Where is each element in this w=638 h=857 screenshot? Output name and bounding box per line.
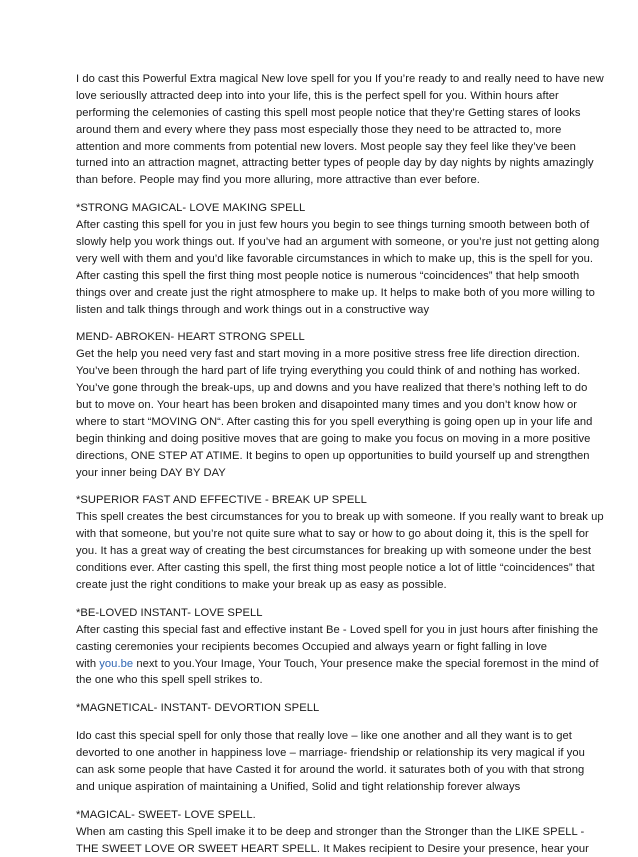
text-line: Ido cast this special spell for only those that really love – like one another and all they want is to get [76, 730, 572, 743]
text-line: you. It has a great way of creating the best circumstances for breaking up with someone under the best [76, 545, 592, 558]
text-line: conditions ever. After casting this spell, the first thing most people notice a lot of little “coincidences” that [76, 562, 595, 575]
section-broken-heart-spell [76, 329, 593, 481]
text-line: slowly help you work things out. If you’ve had an argument with someone, or you’re just not getting along [76, 236, 600, 249]
text-line: After casting this special fast and effective instant Be - Loved spell for you in just hours after finishing the [76, 623, 599, 636]
text-line: than before. People may find you more alluring, more attractive than ever before. [76, 174, 480, 187]
text-line [76, 656, 599, 673]
section-heading: *STRONG MAGICAL- LOVE MAKING SPELL [76, 202, 306, 215]
text-line: casting ceremonies your recipients becomes Occupied and always yearn or fight falling in love [76, 640, 548, 653]
text-line: where to start “MOVING ON“. After casting this for you spell everything is going open up in your life and [76, 415, 593, 428]
section-heading: *SUPERIOR FAST AND EFFECTIVE - BREAK UP SPELL [76, 494, 367, 507]
section-sweet-love-spell [76, 807, 589, 857]
text-line: THE SWEET LOVE OR SWEET HEART SPELL. It Makes recipient to Desire your presence, hear your [76, 842, 589, 855]
inline-link[interactable]: you.be [99, 657, 134, 670]
text-line: attention and more comments from potential new lovers. Most people say they feel like they’ve been [76, 140, 576, 153]
text-line: This spell creates the best circumstances for you to break up with someone. If you really want to break up [76, 511, 604, 524]
section-heading: *BE-LOVED INSTANT- LOVE SPELL [76, 606, 263, 619]
intro-paragraph [76, 71, 604, 189]
section-be-loved-spell [76, 605, 599, 689]
text-line: things over and create just the right atmosphere to make up. It helps to make both of you more willing to [76, 286, 595, 299]
section-break-up-spell [76, 492, 604, 593]
text-line: After casting this spell the first thing most people notice is numerous “coincidences” that help smooth [76, 269, 580, 282]
text-line: your inner being DAY BY DAY [76, 466, 226, 479]
text-line: When am casting this Spell imake it to be deep and stronger than the Stronger than the LIKE SPELL - [76, 825, 585, 838]
section-devortion-spell [76, 700, 585, 795]
text-line: devorted to one another in happiness love – marriage- friendship or relationship its very magical if you [76, 747, 585, 760]
text-line: listen and talk things through and work things out in a constructive way [76, 303, 430, 316]
section-heading: *MAGNETICAL- INSTANT- DEVORTION SPELL [76, 702, 320, 715]
text-line: Get the help you need very fast and start moving in a more positive stress free life direction direction. [76, 348, 580, 361]
text-line: the one who this spell spell strikes to. [76, 674, 263, 687]
text-line: You’ve gone through the break-ups, up and downs and you have realized that there’s nothing left to do [76, 382, 588, 395]
text-line: can ask some people that have Casted it for around the world. it saturates both of you with that strong [76, 763, 585, 776]
section-heading: *MAGICAL- SWEET- LOVE SPELL. [76, 808, 256, 821]
text-fragment: next to you.Your Image, Your Touch, Your presence make the special foremost in the mind of [133, 657, 599, 670]
text-line: directions, ONE STEP AT ATIME. It begins to open up opportunities to build yourself up and strengthen [76, 449, 590, 462]
text-line: and unique aspiration of maintaining a Unified, Solid and tight relationship forever always [76, 780, 521, 793]
text-fragment: with [76, 657, 100, 670]
text-line: love seriouslly attracted deep into into your life, this is the perfect spell for you. Within hours after [76, 89, 559, 102]
text-line: After casting this spell for you in just few hours you begin to see things turning smooth between both of [76, 219, 590, 232]
text-line: performing the celemonies of casting this spell most people notice that they’re Getting stares of looks [76, 106, 581, 119]
document-page [76, 71, 604, 857]
text-line: turned into an attraction magnet, attracting better types of people day by day nights by nights amazingly [76, 157, 594, 170]
text-line: around them and every where they pass most especially those they need to be attracted to, more [76, 123, 562, 136]
text-line: begin thinking and doing positive moves that are going to make you focus on moving in a more positive [76, 432, 591, 445]
text-line: with that someone, but you’re not quite sure what to say or how to go about doing it, this is the spell for [76, 528, 589, 541]
text-line: I do cast this Powerful Extra magical New love spell for you If you’re ready to and really need to have new [76, 73, 604, 85]
section-love-making-spell [76, 200, 600, 318]
section-heading: MEND- ABROKEN- HEART STRONG SPELL [76, 331, 305, 344]
text-line: very well with them and you’d like favorable circumstances in which to make up, this is the spell for you. [76, 252, 594, 265]
text-line: You’ve been through the hard part of life trying everything you could think of and nothing has worked. [76, 365, 581, 378]
text-line: create just the right conditions to make your break up as easy as possible. [76, 578, 447, 591]
text-line: but to move on. Your heart has been broken and disapointed many times and you don’t know how or [76, 399, 578, 412]
